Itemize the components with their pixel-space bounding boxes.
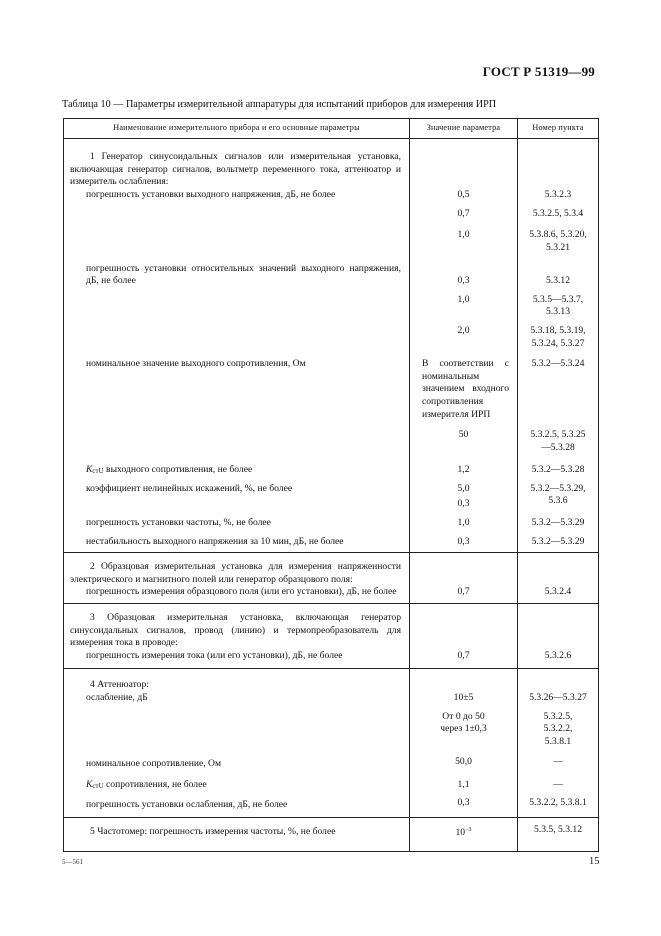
- param-text: погрешность установки выходного напряжения, дБ, не более: [64, 189, 410, 202]
- table-row: [64, 692, 599, 705]
- ref-cell: 5.3.2.2, 5.3.8.1: [518, 793, 599, 818]
- param-text: погрешность установки частоты, %, не более: [64, 511, 410, 530]
- section-title-row: [64, 669, 599, 692]
- k-symbol: K: [86, 778, 93, 790]
- param-text: [64, 771, 410, 793]
- table-caption: Таблица 10 — Параметры измерительной аппаратуры для испытаний приборов для измерения ИРП: [62, 99, 497, 110]
- table-row: [64, 350, 599, 421]
- value-base: 10: [455, 827, 466, 839]
- param-rest: выходного сопротивления, не более: [103, 464, 253, 476]
- ref-cell: 5.3.5—5.3.7, 5.3.13: [518, 288, 599, 319]
- param-text: 5 Частотомер: погрешность измерения частоты, %, не более: [64, 818, 410, 852]
- param-text: погрешность установки относительных значений выходного напряжения, дБ, не более: [64, 255, 410, 288]
- ref-cell: 5.3.2—5.3.28: [518, 454, 599, 478]
- ref-cell: —: [518, 771, 599, 793]
- value-cell: 5,0: [410, 478, 518, 496]
- table-row: [64, 748, 599, 771]
- table-row: [64, 495, 599, 511]
- value-cell: 1,0: [410, 226, 518, 254]
- value-cell: 2,0: [410, 319, 518, 350]
- table-row: [64, 255, 599, 288]
- print-code: 5—561: [62, 858, 83, 866]
- ref-cell: 5.3.2.6: [518, 650, 599, 669]
- k-subscript: стU: [92, 467, 104, 476]
- value-cell: 1,1: [410, 771, 518, 793]
- table-row: [64, 771, 599, 793]
- k-subscript: стU: [92, 781, 104, 790]
- table-row: [64, 818, 599, 852]
- param-text: коэффициент нелинейных искажений, %, не более: [64, 478, 410, 496]
- value-cell: [410, 818, 518, 852]
- ref-cell: 5.3.2—5.3.29,: [518, 478, 599, 496]
- ref-cell: 5.3.2—5.3.29: [518, 530, 599, 553]
- parameters-table: [63, 118, 599, 852]
- param-rest: сопротивления, не более: [103, 778, 207, 790]
- param-text: погрешность измерения образцового поля (или его установки), дБ, не более: [64, 586, 410, 603]
- value-cell: 1,0: [410, 288, 518, 319]
- column-header-ref: Номер пункта: [518, 119, 599, 139]
- value-cell: 0,3: [410, 530, 518, 553]
- value-cell: 0,3: [410, 255, 518, 288]
- table-row: [64, 478, 599, 496]
- param-text: [64, 454, 410, 478]
- ref-cell: 5.3.2.5, 5.3.4: [518, 201, 599, 226]
- ref-cell: 5.3.18, 5.3.19, 5.3.24, 5.3.27: [518, 319, 599, 350]
- value-cell: 1,2: [410, 454, 518, 478]
- ref-cell: 5.3.2.5, 5.3.25—5.3.28: [518, 421, 599, 454]
- section-title: 4 Аттенюатор:: [64, 669, 410, 692]
- ref-cell: 5.3.2.3: [518, 189, 599, 202]
- value-cell: 0,7: [410, 586, 518, 603]
- table-row: [64, 421, 599, 454]
- param-text: нестабильность выходного напряжения за 10 мин, дБ, не более: [64, 530, 410, 553]
- value-cell: 50: [410, 421, 518, 454]
- value-cell: 0,7: [410, 201, 518, 226]
- table-row: [64, 586, 599, 603]
- ref-cell: 5.3.2.4: [518, 586, 599, 603]
- ref-cell: —: [518, 748, 599, 771]
- value-cell: От 0 до 50 через 1±0,3: [410, 705, 518, 749]
- ref-cell: 5.3.5, 5.3.12: [518, 818, 599, 852]
- table-row: [64, 454, 599, 478]
- param-text: номинальное значение выходного сопротивления, Ом: [64, 350, 410, 421]
- ref-cell: 5.3.2—5.3.29: [518, 511, 599, 530]
- ref-cell: 5.3.2.5, 5.3.2.2, 5.3.8.1: [518, 705, 599, 749]
- param-text: номинальное сопротивление, Ом: [64, 748, 410, 771]
- table-row: [64, 650, 599, 669]
- value-exponent: −3: [465, 827, 472, 834]
- section-title: 2 Образцовая измерительная установка для измерения напряженности электрического и магнитного полей или генератор образцового поля:: [64, 553, 410, 587]
- value-cell: 0,3: [410, 793, 518, 818]
- ref-cell: 5.3.12: [518, 255, 599, 288]
- table-row: [64, 705, 599, 749]
- value-cell: 50,0: [410, 748, 518, 771]
- section-title-row: [64, 553, 599, 587]
- ref-cell: 5.3.2—5.3.24: [518, 350, 599, 421]
- ref-cell: 5.3.8.6, 5.3.20, 5.3.21: [518, 226, 599, 254]
- table-row: [64, 226, 599, 254]
- standard-number: ГОСТ Р 51319—99: [482, 64, 595, 79]
- ref-cell: 5.3.26—5.3.27: [518, 692, 599, 705]
- value-cell: 10±5: [410, 692, 518, 705]
- section-title: 1 Генератор синусоидальных сигналов или измерительная установка, включающая генератор сигналов, вольтметр переменного тока, аттенюатор и измеритель ослабления:: [64, 139, 410, 189]
- table-row: [64, 319, 599, 350]
- section-title-row: [64, 604, 599, 650]
- table-row: [64, 189, 599, 202]
- param-text: ослабление, дБ: [64, 692, 410, 705]
- column-header-value: Значение параметра: [410, 119, 518, 139]
- value-cell: 0,3: [410, 495, 518, 511]
- param-text: погрешность измерения тока (или его установки), дБ, не более: [64, 650, 410, 669]
- value-cell: 1,0: [410, 511, 518, 530]
- table-row: [64, 201, 599, 226]
- page-number: 15: [589, 856, 600, 867]
- column-header-name: Наименование измерительного прибора и его основные параметры: [64, 119, 410, 139]
- k-symbol: K: [86, 464, 93, 476]
- table-row: [64, 511, 599, 530]
- ref-cell: 5.3.6: [518, 495, 599, 511]
- section-title-row: [64, 139, 599, 189]
- value-cell: 0,7: [410, 650, 518, 669]
- value-cell: В соответствии с номинальным значением входного сопротивления измерителя ИРП: [410, 350, 518, 421]
- table-header-row: [64, 119, 599, 139]
- param-text: погрешность установки ослабления, дБ, не более: [64, 793, 410, 818]
- table-row: [64, 530, 599, 553]
- value-cell: 0,5: [410, 189, 518, 202]
- section-title: 3 Образцовая измерительная установка, включающая генератор синусоидальных сигналов, провод (линию) и термопреобразователь для измерения тока в проводе:: [64, 604, 410, 650]
- table-row: [64, 288, 599, 319]
- table-row: [64, 793, 599, 818]
